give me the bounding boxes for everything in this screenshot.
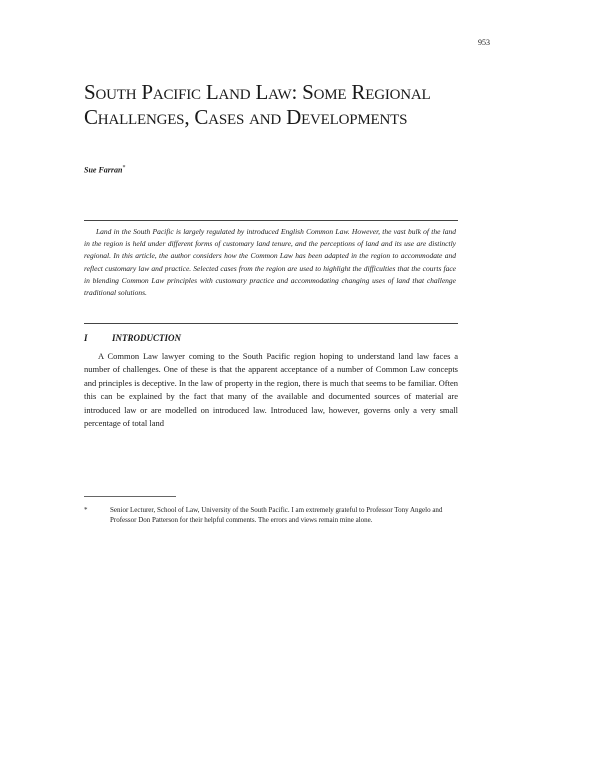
body-paragraph: A Common Law lawyer coming to the South Pacific region hoping to understand land law faces a number of challenges. One of these is that the apparent acceptance of a number of Common Law concepts and principles is deceptive. In the law of property in the region, there is much that seems to be familiar. Often this can be explained by the fact that many of the available and documented sources of material are introduced law or are modelled on introduced law. Introduced law, however, governs only a very small percentage of total land xyxy=(84,351,458,429)
article-title: South Pacific Land Law: Some Regional Challenges, Cases and Developments xyxy=(84,80,431,129)
footnote-text: Senior Lecturer, School of Law, University of the South Pacific. I am extremely grateful to Professor Tony Angelo and Professor Don Patterson for their helpful comments. The errors and views remain mine alone. xyxy=(110,506,443,524)
author-line xyxy=(84,165,125,175)
author-footnote-mark: * xyxy=(122,165,126,171)
abstract-bottom-rule xyxy=(84,323,458,324)
section-number: I xyxy=(84,333,88,343)
abstract: Land in the South Pacific is largely regulated by introduced English Common Law. However, the vast bulk of the land in the region is held under different forms of customary land tenure, and the perceptions of land and its use are distinctly regional. In this article, the author considers how the Common Law has been adapted in the region to accommodate and reflect customary law and practice. Selected cases from the region are used to highlight the difficulties that the courts face in blending Common Law principles with customary practice and accommodating changing uses of land that challenge traditional solutions. xyxy=(84,227,456,298)
author-name: Sue Farran xyxy=(84,165,123,175)
section-title: INTRODUCTION xyxy=(112,333,182,343)
footnote-mark: * xyxy=(84,506,88,514)
footnote xyxy=(84,505,458,525)
footnote-separator xyxy=(84,496,176,497)
page-number: 953 xyxy=(478,38,490,47)
abstract-top-rule xyxy=(84,220,458,221)
section-heading xyxy=(84,333,458,343)
